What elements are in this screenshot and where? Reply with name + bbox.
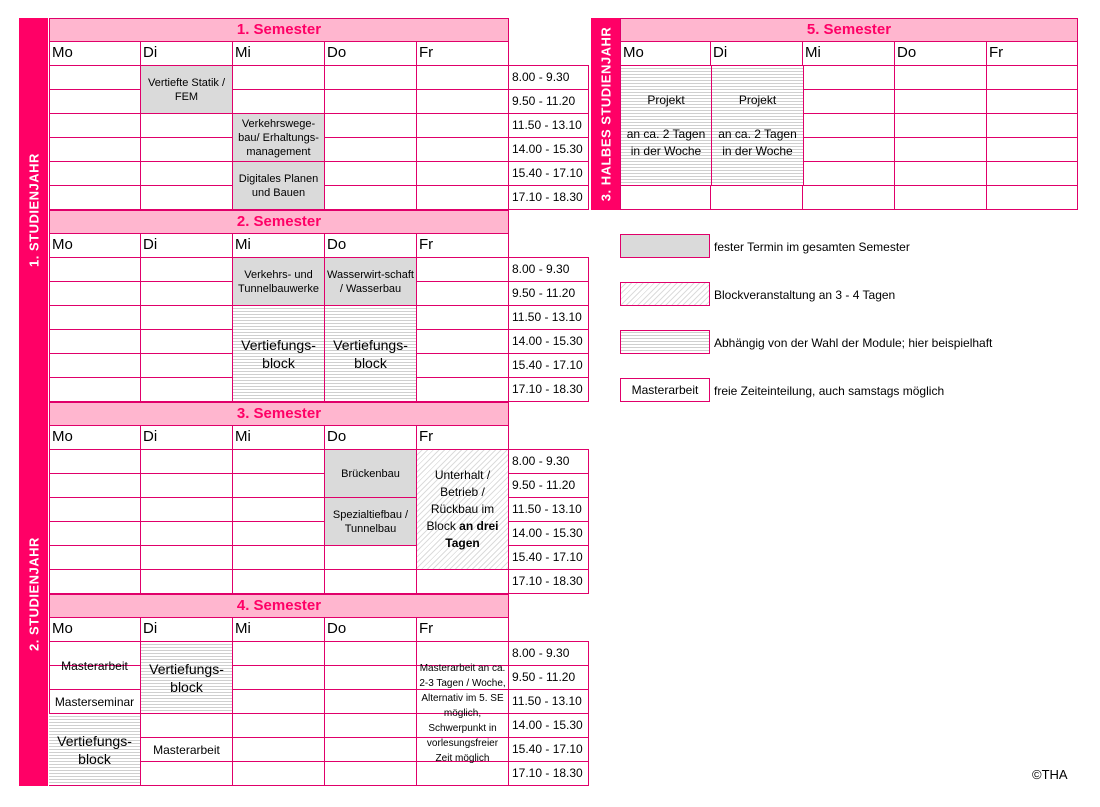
day-header: Mo	[49, 426, 141, 450]
slot-cell	[325, 90, 417, 114]
slot-cell	[417, 354, 509, 378]
time-slot: 11.50 - 13.10	[509, 305, 589, 330]
slot-cell	[417, 114, 509, 138]
time-slot: 11.50 - 13.10	[509, 689, 589, 714]
slot-cell	[233, 714, 325, 738]
event-brueckenbau	[325, 450, 417, 498]
year3-bar	[591, 18, 620, 210]
slot-cell	[620, 186, 711, 210]
day-header: Mi	[233, 42, 325, 66]
event-label: Masterarbeit	[153, 742, 220, 757]
time-slot: 9.50 - 11.20	[509, 665, 589, 690]
slot-cell	[417, 258, 509, 282]
slot-cell	[233, 498, 325, 522]
day-header: Fr	[417, 42, 509, 66]
event-wasserwirtschaft	[325, 258, 417, 306]
event-digitales-planen	[233, 162, 325, 210]
day-header: Di	[141, 426, 233, 450]
slot-cell	[49, 306, 141, 330]
time-slot: 9.50 - 11.20	[509, 473, 589, 498]
event-projekt-di	[712, 66, 804, 186]
day-header: Di	[141, 234, 233, 258]
day-header: Mi	[803, 42, 895, 66]
event-label: Digitales Planen und Bauen	[238, 172, 319, 199]
slot-cell	[233, 66, 325, 90]
slot-cell	[233, 690, 325, 714]
slot-cell	[49, 522, 141, 546]
slot-cell	[895, 186, 987, 210]
slot-cell	[233, 570, 325, 594]
slot-cell	[325, 738, 417, 762]
slot-cell	[141, 498, 233, 522]
time-slot: 8.00 - 9.30	[509, 449, 589, 474]
slot-cell	[141, 330, 233, 354]
time-slot: 14.00 - 15.30	[509, 713, 589, 738]
slot-cell	[325, 162, 417, 186]
slot-cell	[325, 714, 417, 738]
slot-cell	[417, 330, 509, 354]
event-label: Projekt	[647, 92, 685, 107]
event-label: Brückenbau	[341, 467, 400, 480]
slot-cell	[417, 186, 509, 210]
legend-text-fixed: fester Termin im gesamten Semester	[714, 240, 910, 254]
day-header: Mo	[49, 618, 141, 642]
slot-cell	[49, 186, 141, 210]
slot-cell	[987, 66, 1078, 90]
day-header: Do	[895, 42, 987, 66]
slot-cell	[233, 546, 325, 570]
time-slot: 8.00 - 9.30	[509, 641, 589, 666]
slot-cell	[895, 138, 987, 162]
slot-cell	[49, 258, 141, 282]
slot-cell	[417, 66, 509, 90]
day-header: Fr	[417, 234, 509, 258]
event-label: Spezialtiefbau / Tunnelbau	[332, 508, 409, 535]
day-header: Mi	[233, 618, 325, 642]
slot-cell	[803, 90, 895, 114]
event-label: Verkehrswege-bau/ Erhaltungs-management	[238, 117, 319, 158]
event-masterarbeit-fr	[417, 642, 509, 786]
slot-cell	[325, 186, 417, 210]
year2-label: 2. STUDIENJAHR	[26, 537, 41, 651]
event-verkehrswegebau	[233, 114, 325, 162]
event-projekt-mo	[621, 66, 712, 186]
event-label-main: Unterhalt / Betrieb / Rückbau im Block	[426, 468, 495, 533]
time-slot: 8.00 - 9.30	[509, 257, 589, 282]
event-vertiefungsblock-di	[141, 642, 233, 714]
time-slot: 8.00 - 9.30	[509, 65, 589, 90]
slot-cell	[141, 306, 233, 330]
slot-cell	[141, 450, 233, 474]
slot-cell	[987, 138, 1078, 162]
semester-title: 2. Semester	[49, 210, 509, 234]
event-label: Vertiefte Statik / FEM	[147, 76, 226, 103]
slot-cell	[49, 282, 141, 306]
legend-box-fixed	[620, 234, 710, 258]
event-vertiefungsblock-mi	[233, 306, 325, 402]
slot-cell	[49, 546, 141, 570]
slot-cell	[325, 570, 417, 594]
slot-cell	[325, 546, 417, 570]
event-label: Masterarbeit	[61, 658, 128, 673]
slot-cell	[417, 378, 509, 402]
event-label: Masterseminar	[54, 694, 135, 709]
time-slot: 14.00 - 15.30	[509, 137, 589, 162]
time-slot: 14.00 - 15.30	[509, 521, 589, 546]
semester-title: 1. Semester	[49, 18, 509, 42]
day-header: Di	[141, 618, 233, 642]
day-header: Mo	[49, 42, 141, 66]
time-slot: 15.40 - 17.10	[509, 545, 589, 570]
slot-cell	[141, 570, 233, 594]
slot-cell	[49, 474, 141, 498]
legend-box-module	[620, 330, 710, 354]
event-label: Projekt	[738, 92, 777, 107]
time-slot: 15.40 - 17.10	[509, 737, 589, 762]
time-slot: 15.40 - 17.10	[509, 353, 589, 378]
slot-cell	[417, 306, 509, 330]
slot-cell	[987, 186, 1078, 210]
semester-title: 5. Semester	[620, 18, 1078, 42]
slot-cell	[417, 90, 509, 114]
slot-cell	[233, 642, 325, 666]
slot-cell	[233, 762, 325, 786]
event-tunnelbauwerke	[233, 258, 325, 306]
slot-cell	[141, 282, 233, 306]
year1-label: 1. STUDIENJAHR	[26, 153, 41, 267]
slot-cell	[987, 114, 1078, 138]
slot-cell	[417, 282, 509, 306]
slot-cell	[49, 138, 141, 162]
slot-cell	[233, 522, 325, 546]
slot-cell	[895, 90, 987, 114]
day-header: Mi	[233, 426, 325, 450]
day-header: Fr	[987, 42, 1078, 66]
slot-cell	[141, 186, 233, 210]
slot-cell	[49, 114, 141, 138]
legend-box-block	[620, 282, 710, 306]
slot-cell	[803, 186, 895, 210]
slot-cell	[49, 330, 141, 354]
event-label-bold: an drei Tagen	[445, 519, 499, 550]
slot-cell	[49, 498, 141, 522]
event-label: Vertiefungs-block	[333, 336, 408, 371]
slot-cell	[233, 474, 325, 498]
event-masterarbeit-di	[141, 714, 233, 786]
slot-cell	[233, 450, 325, 474]
time-slot: 9.50 - 11.20	[509, 89, 589, 114]
copyright: ©THA	[1032, 767, 1068, 782]
slot-cell	[141, 114, 233, 138]
time-slot: 9.50 - 11.20	[509, 281, 589, 306]
slot-cell	[141, 258, 233, 282]
slot-cell	[49, 66, 141, 90]
event-label: Verkehrs- und Tunnelbauwerke	[238, 268, 319, 295]
event-masterarbeit-mo	[49, 642, 141, 690]
slot-cell	[141, 546, 233, 570]
slot-cell	[141, 162, 233, 186]
legend-text-module: Abhängig von der Wahl der Module; hier beispielhaft	[714, 336, 993, 350]
slot-cell	[803, 114, 895, 138]
day-header: Do	[325, 42, 417, 66]
slot-cell	[233, 666, 325, 690]
day-header: Mi	[233, 234, 325, 258]
time-slot: 17.10 - 18.30	[509, 569, 589, 594]
slot-cell	[417, 138, 509, 162]
slot-cell	[987, 162, 1078, 186]
slot-cell	[325, 666, 417, 690]
event-vertiefungsblock-do	[325, 306, 417, 402]
event-vertiefungsblock-mo	[49, 714, 141, 786]
year3-label: 3. HALBES STUDIENJAHR	[598, 26, 613, 202]
legend-box-masterarbeit	[620, 378, 710, 402]
semester-title: 4. Semester	[49, 594, 509, 618]
event-label: Vertiefungs-block	[241, 336, 316, 371]
slot-cell	[325, 690, 417, 714]
slot-cell	[325, 138, 417, 162]
legend-text-masterarbeit: freie Zeiteinteilung, auch samstags möglich	[714, 384, 945, 398]
slot-cell	[49, 570, 141, 594]
day-header: Do	[325, 618, 417, 642]
slot-cell	[325, 642, 417, 666]
event-label: Wasserwirt-schaft / Wasserbau	[327, 268, 414, 295]
slot-cell	[141, 522, 233, 546]
event-sublabel: an ca. 2 Tagen in der Woche	[626, 126, 706, 158]
time-slot: 15.40 - 17.10	[509, 161, 589, 186]
time-slot: 17.10 - 18.30	[509, 761, 589, 786]
day-header: Do	[325, 234, 417, 258]
event-vertiefte-statik	[141, 66, 233, 114]
slot-cell	[49, 162, 141, 186]
slot-cell	[325, 114, 417, 138]
slot-cell	[417, 162, 509, 186]
slot-cell	[49, 378, 141, 402]
time-slot: 11.50 - 13.10	[509, 497, 589, 522]
slot-cell	[417, 570, 509, 594]
time-slot: 11.50 - 13.10	[509, 113, 589, 138]
slot-cell	[233, 90, 325, 114]
time-slot: 17.10 - 18.30	[509, 185, 589, 210]
event-label: Vertiefungs-block	[149, 660, 224, 695]
event-unterhalt-betrieb	[417, 450, 509, 570]
event-spezialtiefbau	[325, 498, 417, 546]
day-header: Di	[711, 42, 803, 66]
slot-cell	[895, 162, 987, 186]
slot-cell	[803, 138, 895, 162]
slot-cell	[233, 738, 325, 762]
time-slot: 14.00 - 15.30	[509, 329, 589, 354]
day-header: Mo	[620, 42, 711, 66]
slot-cell	[141, 138, 233, 162]
year1-bar	[19, 18, 48, 402]
legend-text-block: Blockveranstaltung an 3 - 4 Tagen	[714, 288, 896, 302]
legend-box-label: Masterarbeit	[631, 383, 699, 397]
slot-cell	[803, 162, 895, 186]
slot-cell	[803, 66, 895, 90]
time-slot: 17.10 - 18.30	[509, 377, 589, 402]
slot-cell	[141, 354, 233, 378]
event-label	[419, 467, 506, 552]
slot-cell	[895, 114, 987, 138]
slot-cell	[325, 762, 417, 786]
slot-cell	[895, 66, 987, 90]
day-header: Di	[141, 42, 233, 66]
event-label: Masterarbeit an ca. 2-3 Tagen / Woche, Alternativ im 5. SE möglich, Schwerpunkt in vorlesungsfreier Zeit möglich	[419, 663, 506, 764]
slot-cell	[49, 354, 141, 378]
year2-bar	[19, 402, 48, 786]
semester-title: 3. Semester	[49, 402, 509, 426]
event-sublabel: an ca. 2 Tagen in der Woche	[718, 126, 797, 158]
event-label: Vertiefungs-block	[57, 732, 132, 767]
slot-cell	[141, 378, 233, 402]
slot-cell	[49, 90, 141, 114]
day-header: Fr	[417, 618, 509, 642]
day-header: Fr	[417, 426, 509, 450]
slot-cell	[141, 474, 233, 498]
slot-cell	[711, 186, 803, 210]
day-header: Mo	[49, 234, 141, 258]
slot-cell	[325, 66, 417, 90]
slot-cell	[987, 90, 1078, 114]
slot-cell	[49, 450, 141, 474]
day-header: Do	[325, 426, 417, 450]
event-masterseminar	[49, 690, 141, 714]
